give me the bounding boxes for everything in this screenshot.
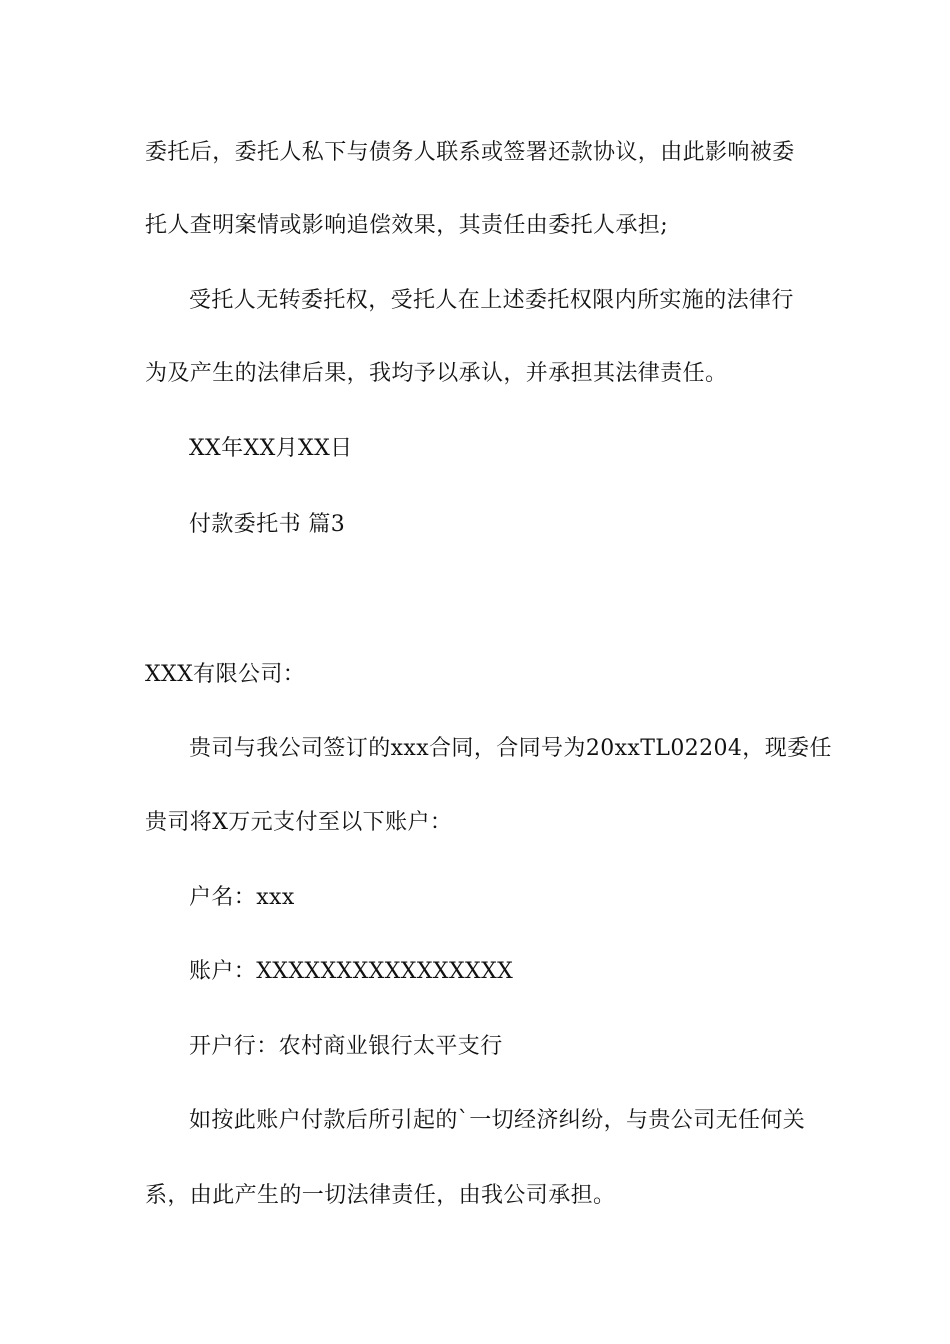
paragraph-line-2: 托人查明案情或影响追偿效果，其责任由委托人承担; — [145, 213, 669, 238]
paragraph-line-7: 如按此账户付款后所引起的`一切经济纠纷，与贵公司无任何关 — [189, 1108, 806, 1133]
account-number-line: 账户：XXXXXXXXXXXXXXXX — [189, 959, 514, 984]
bank-line: 开户行：农村商业银行太平支行 — [189, 1034, 503, 1059]
paragraph-line-8: 系，由此产生的一切法律责任，由我公司承担。 — [145, 1183, 616, 1208]
date-line: XX年XX月XX日 — [189, 436, 353, 461]
account-name-line: 户名：xxx — [189, 885, 295, 910]
salutation: XXX有限公司： — [145, 662, 306, 687]
paragraph-line-4: 为及产生的法律后果，我均予以承认，并承担其法律责任。 — [145, 361, 728, 386]
paragraph-line-3: 受托人无转委托权，受托人在上述委托权限内所实施的法律行 — [189, 288, 794, 313]
paragraph-line-1: 委托后，委托人私下与债务人联系或签署还款协议，由此影响被委 — [145, 140, 795, 165]
paragraph-line-6: 贵司将X万元支付至以下账户： — [145, 810, 453, 835]
section-heading: 付款委托书 篇3 — [189, 512, 346, 537]
paragraph-line-5: 贵司与我公司签订的xxx合同，合同号为20xxTL02204，现委任 — [189, 736, 832, 761]
